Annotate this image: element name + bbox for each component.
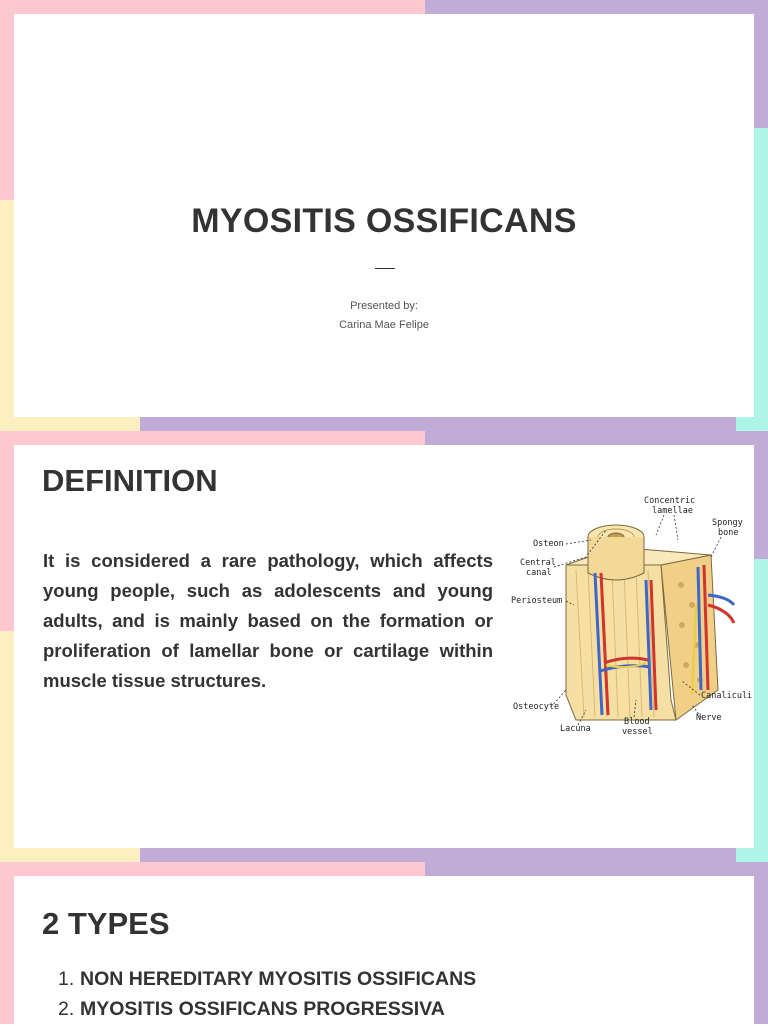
list-item: [58, 964, 476, 994]
label-blood: Blood: [624, 717, 650, 727]
band-lavender-right-1: [754, 0, 768, 128]
band-pink-left-1: [0, 0, 14, 200]
label-vessel: vessel: [622, 727, 653, 737]
band-mint-gap-1: [736, 417, 768, 431]
band-mint-right-2: [754, 559, 768, 862]
list-item-label: MYOSITIS OSSIFICANS PROGRESSIVA: [80, 998, 445, 1020]
definition-heading: DEFINITION: [42, 463, 218, 498]
label-central: Central: [520, 558, 556, 568]
presented-by-label: Presented by:: [350, 300, 418, 312]
list-number: 1.: [58, 968, 75, 990]
title-slide[interactable]: [14, 14, 754, 417]
list-number: 2.: [58, 998, 75, 1020]
list-item-label: NON HEREDITARY MYOSITIS OSSIFICANS: [80, 968, 477, 990]
band-pink-top: [0, 0, 425, 14]
band-lavender-right-3: [754, 862, 768, 1024]
band-lavender-top: [425, 0, 768, 14]
band-lavender-gap-1: [140, 417, 736, 431]
band-cream-gap-1: [0, 417, 140, 431]
label-spongy: Spongy: [712, 518, 743, 528]
types-list: [58, 964, 476, 1024]
label-canal: canal: [526, 568, 552, 578]
band-lavender-gap-2b: [425, 862, 768, 876]
types-slide[interactable]: [14, 876, 754, 1036]
band-cream-gap-2: [0, 848, 140, 862]
bone-structure-diagram: [496, 495, 752, 745]
label-lamellae: lamellae: [652, 506, 693, 516]
label-bone: bone: [718, 528, 739, 538]
band-cream-left-2: [0, 631, 14, 862]
label-osteocyte: Osteocyte: [513, 702, 560, 712]
presentation-title: MYOSITIS OSSIFICANS: [191, 202, 577, 240]
band-pink-gap-2b: [0, 862, 425, 876]
label-periosteum: Periosteum: [511, 596, 563, 606]
label-canaliculi: Canaliculi: [701, 691, 752, 701]
presenter-name: Carina Mae Felipe: [339, 319, 429, 331]
band-lavender-gap-1b: [425, 431, 768, 445]
band-cream-left-1: [0, 200, 14, 431]
label-lacuna: Lacuna: [560, 724, 591, 734]
band-pink-gap-1b: [0, 431, 425, 445]
band-mint-gap-2: [736, 848, 768, 862]
band-pink-left-3: [0, 862, 14, 1024]
band-pink-left-2: [0, 431, 14, 631]
types-heading: 2 TYPES: [42, 906, 170, 941]
list-item: [58, 994, 476, 1024]
label-osteon: Osteon: [533, 539, 564, 549]
band-lavender-gap-2: [140, 848, 736, 862]
presenter-block: [14, 297, 754, 335]
band-mint-right-1: [754, 128, 768, 431]
definition-slide[interactable]: [14, 445, 754, 848]
label-concentric: Concentric: [644, 496, 696, 506]
band-lavender-right-2: [754, 431, 768, 559]
definition-text: It is considered a rare pathology, which affects young people, such as adolescents and young adults, and is mainly based on the formation or proliferation of lamellar bone or cartilage within muscle tissue structures.: [43, 550, 493, 691]
label-nerve: Nerve: [696, 713, 722, 723]
title-divider: [375, 268, 395, 269]
